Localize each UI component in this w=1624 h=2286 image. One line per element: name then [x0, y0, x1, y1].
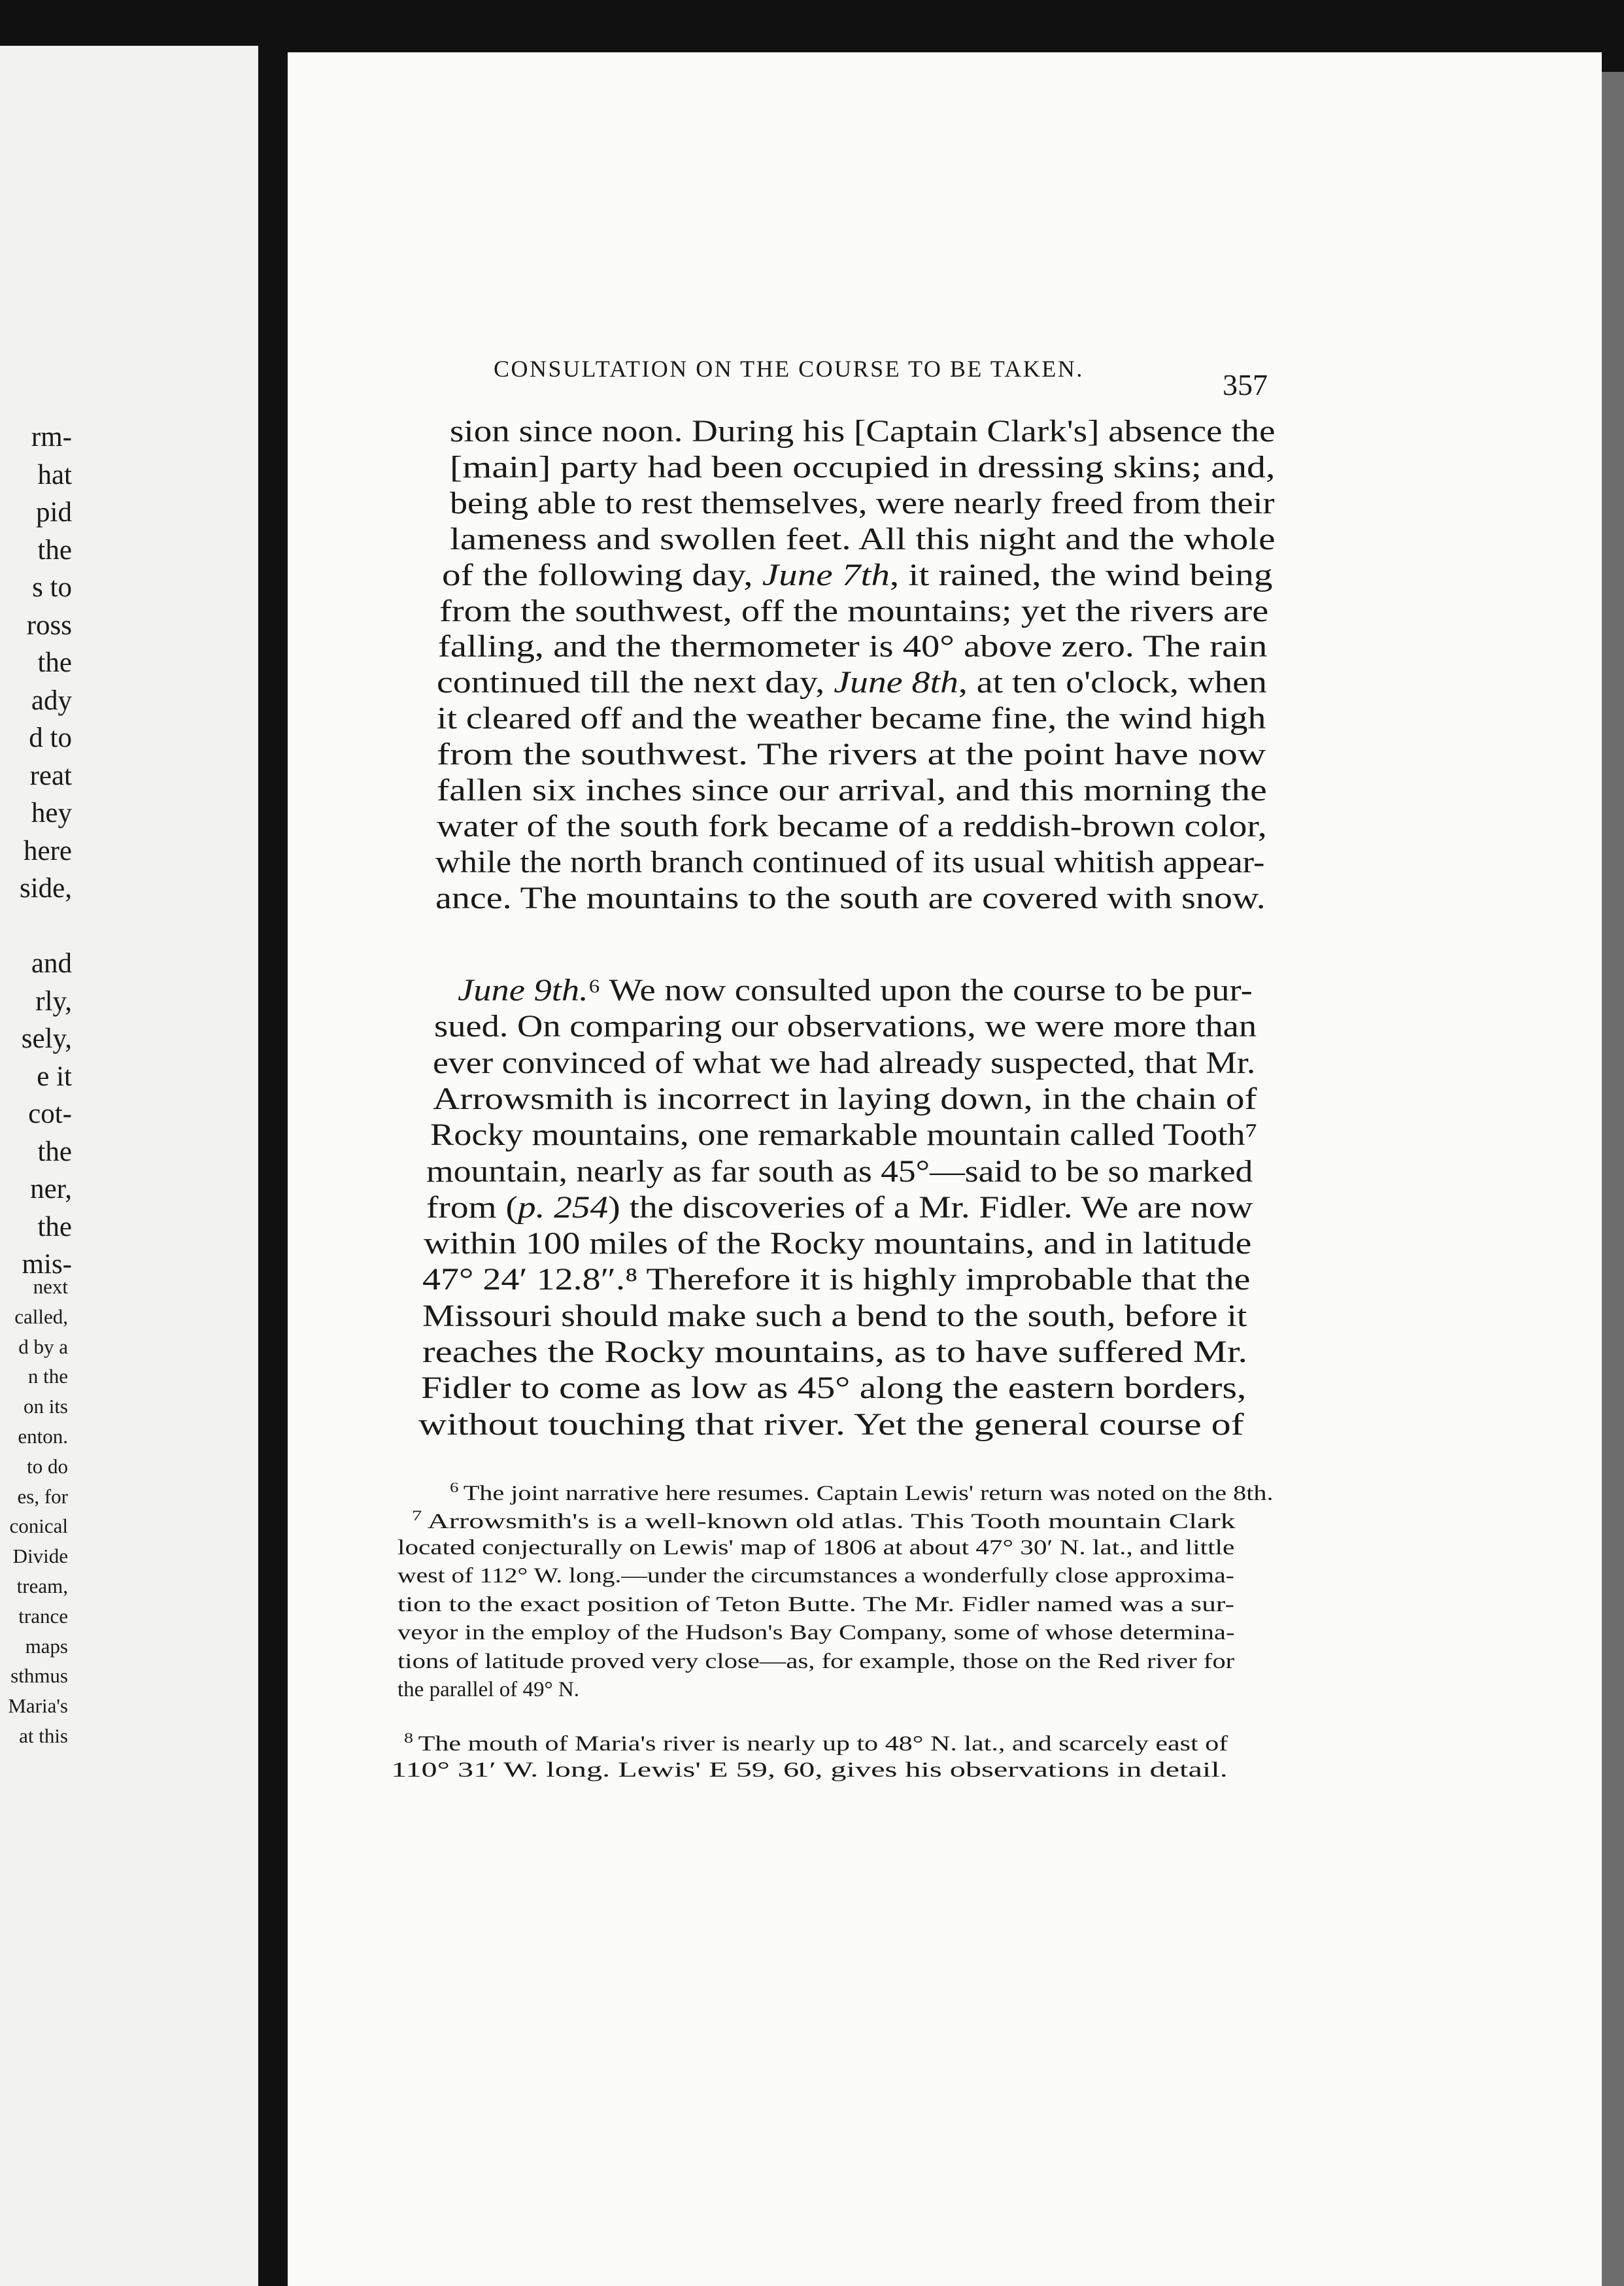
left-page-fragment: and [31, 948, 72, 979]
left-page-fragment: sely, [21, 1023, 72, 1054]
body-text-segment: from the southwest. The rivers at the point have now [437, 737, 1266, 772]
body-line [430, 1117, 1258, 1153]
body-text-segment: , it rained, the wind being [889, 557, 1273, 592]
footnote-text: tion to the exact position of Teton Butte. The Mr. Fidler named was a sur- [398, 1592, 1234, 1616]
body-line [418, 1407, 1244, 1442]
left-page-fragment: pid [36, 497, 72, 528]
footnote-text: west of 112° W. long.—under the circumstances a wonderfully close approxima- [398, 1564, 1234, 1588]
body-text-segment: being able to rest themselves, were nearly freed from their [450, 485, 1275, 520]
footnote-marker: 8 [404, 1730, 414, 1746]
body-line [450, 521, 1276, 557]
footnote-line [398, 1536, 1234, 1560]
body-text-segment: , at ten o'clock, when [958, 665, 1267, 700]
body-text-segment: Fidler to come as low as 45° along the eastern borders, [421, 1371, 1247, 1406]
body-text-segment: Rocky mountains, one remarkable mountain called Tooth⁷ [430, 1117, 1258, 1153]
body-text-segment: continued till the next day, [437, 665, 834, 700]
footnote-marker: 7 [412, 1507, 422, 1524]
body-line [450, 485, 1275, 521]
body-line [421, 1370, 1246, 1406]
body-text-segment: within 100 miles of the Rocky mountains, and in latitude [424, 1226, 1252, 1261]
footnote-text: The mouth of Maria's river is nearly up to 48° N. lat., and scarcely east of [418, 1732, 1228, 1756]
left-page-footnote-fragment: enton. [18, 1425, 68, 1448]
left-page-footnote-fragment: n the [27, 1365, 68, 1388]
body-line [435, 844, 1264, 880]
footnote-text: veyor in the employ of the Hudson's Bay Company, some of whose determina- [398, 1621, 1235, 1645]
left-page-fragment: reat [29, 760, 72, 791]
body-line [437, 736, 1266, 772]
left-page-footnote-fragment: Maria's [8, 1694, 68, 1718]
left-page-footnote-fragment: maps [25, 1634, 68, 1658]
footnote-text: the parallel of 49° N. [398, 1678, 580, 1701]
left-page-footnote-fragment: next [33, 1275, 68, 1298]
body-text-segment: while the north branch continued of its usual whitish appear- [435, 844, 1265, 879]
body-text-segment: ever convinced of what we had already suspected, that Mr. [433, 1045, 1256, 1080]
body-text-segment: of the following day, [442, 557, 762, 592]
footnote-line [398, 1650, 1234, 1674]
italic-text: June 8th [834, 665, 958, 700]
left-page-footnote-fragment: called, [14, 1305, 68, 1328]
body-text-segment: sued. On comparing our observations, we were more than [434, 1009, 1257, 1044]
body-line [424, 1225, 1251, 1261]
body-line [434, 1008, 1257, 1044]
left-page-fragment: here [24, 835, 72, 866]
left-page-footnote-fragment: sthmus [10, 1664, 68, 1688]
left-page-fragment: ross [26, 609, 72, 641]
left-page-fragment: hey [31, 798, 72, 828]
footnote-line [412, 1507, 1236, 1534]
footnote-line [398, 1621, 1234, 1645]
left-page-footnote-fragment: at this [19, 1724, 68, 1747]
left-page-fragment: side, [19, 873, 72, 904]
footnote-line [450, 1479, 1274, 1506]
footnote-text: located conjecturally on Lewis' map of 1806 at about 47° 30′ N. lat., and little [398, 1535, 1235, 1560]
italic-text: June 9th. [458, 973, 588, 1008]
body-line [450, 413, 1276, 449]
body-line [437, 808, 1267, 844]
footnote-line [404, 1730, 1228, 1756]
left-page-fragment: e it [37, 1061, 72, 1092]
page-edge [1602, 72, 1624, 2286]
footnote-text: 110° 31′ W. long. Lewis' E 59, 60, gives his observations in detail. [391, 1758, 1228, 1782]
body-line [450, 449, 1275, 485]
left-page-fragment: d to [29, 723, 72, 753]
body-text-segment: it cleared off and the weather became fine, the wind high [437, 701, 1266, 736]
body-line [439, 593, 1268, 629]
left-page-footnote-fragment: trance [18, 1604, 68, 1628]
body-text-segment: falling, and the thermometer is 40° above zero. The rain [438, 629, 1268, 664]
left-page-fragment: the [37, 647, 72, 678]
italic-text: June 7th [762, 557, 890, 592]
left-page-fragment: rly, [35, 985, 72, 1017]
footnote-text: Arrowsmith's is a well-known old atlas. This Tooth mountain Clark [427, 1510, 1236, 1533]
left-page-fragment: hat [37, 459, 72, 490]
left-page-fragment: the [37, 534, 72, 566]
footnote-line [398, 1564, 1234, 1588]
body-line [458, 972, 1253, 1008]
page-number: 357 [1223, 368, 1268, 401]
left-page-fragment: rm- [31, 422, 72, 452]
body-line [422, 1261, 1250, 1297]
body-line [437, 700, 1266, 736]
body-line [437, 664, 1267, 700]
body-line [437, 772, 1267, 808]
left-page-footnote-fragment: tream, [16, 1575, 68, 1597]
body-text-segment: ance. The mountains to the south are covered with snow. [435, 880, 1266, 915]
body-text-segment: reaches the Rocky mountains, as to have suffered Mr. [422, 1335, 1248, 1369]
left-page-footnote-fragment: d by a [18, 1335, 68, 1358]
body-text-segment: fallen six inches since our arrival, and this morning the [437, 773, 1267, 808]
footnote-line [391, 1758, 1228, 1783]
body-text-segment: Arrowsmith is incorrect in laying down, in the chain of [433, 1081, 1257, 1116]
footnote-line [398, 1593, 1234, 1617]
left-page-fragment: cot- [28, 1099, 72, 1129]
body-text-segment: mountain, nearly as far south as 45°—said to be so marked [426, 1153, 1253, 1189]
left-page-footnote-fragment: Divide [12, 1544, 68, 1568]
body-line [435, 880, 1266, 916]
body-line [438, 628, 1267, 664]
body-text-segment: ) the discoveries of a Mr. Fidler. We are now [608, 1189, 1253, 1225]
body-text-segment: 47° 24′ 12.8″.⁸ Therefore it is highly improbable that the [422, 1262, 1251, 1297]
footnote-text: tions of latitude proved very close—as, for example, those on the Red river for [398, 1649, 1235, 1673]
body-line [442, 557, 1272, 593]
left-page-fragment: the [37, 1136, 72, 1167]
footnote-line [398, 1678, 579, 1702]
body-text-segment: from ( [426, 1189, 518, 1225]
running-head: CONSULTATION ON THE COURSE TO BE TAKEN. [494, 356, 1084, 382]
left-page-footnote-fragment: to do [27, 1454, 68, 1478]
italic-text: p. 254 [517, 1189, 609, 1225]
body-line [422, 1298, 1247, 1334]
body-line [433, 1045, 1255, 1081]
body-text-segment: without touching that river. Yet the general course of [418, 1407, 1244, 1442]
body-line [426, 1189, 1253, 1225]
body-text-segment: ⁶ We now consulted upon the course to be pur- [588, 973, 1253, 1008]
footnote-marker: 6 [450, 1479, 459, 1495]
body-line [433, 1081, 1257, 1117]
left-page-footnote-fragment: on its [23, 1395, 68, 1418]
body-line [426, 1153, 1253, 1189]
body-text-segment: water of the south fork became of a reddish-brown color, [437, 808, 1267, 844]
footnote-text: The joint narrative here resumes. Captain Lewis' return was noted on the 8th. [463, 1482, 1274, 1505]
left-page-fragment: ner, [30, 1174, 72, 1204]
left-page-footnote-fragment: es, for [17, 1484, 68, 1508]
left-page-fragment: ady [31, 685, 72, 716]
body-text-segment: [main] party had been occupied in dressing skins; and, [450, 449, 1276, 485]
body-text-segment: lameness and swollen feet. All this night and the whole [450, 521, 1276, 556]
left-page-fragment: the [37, 1211, 72, 1242]
body-line [422, 1334, 1247, 1370]
left-page-fragment: mis- [22, 1249, 72, 1280]
body-text-segment: Missouri should make such a bend to the south, before it [422, 1298, 1247, 1333]
left-page-footnote-fragment: conical [9, 1514, 68, 1538]
body-text-segment: from the southwest, off the mountains; yet the rivers are [439, 593, 1269, 628]
left-page-fragment: s to [32, 572, 72, 603]
body-text-segment: sion since noon. During his [Captain Clark's] absence the [450, 414, 1276, 449]
